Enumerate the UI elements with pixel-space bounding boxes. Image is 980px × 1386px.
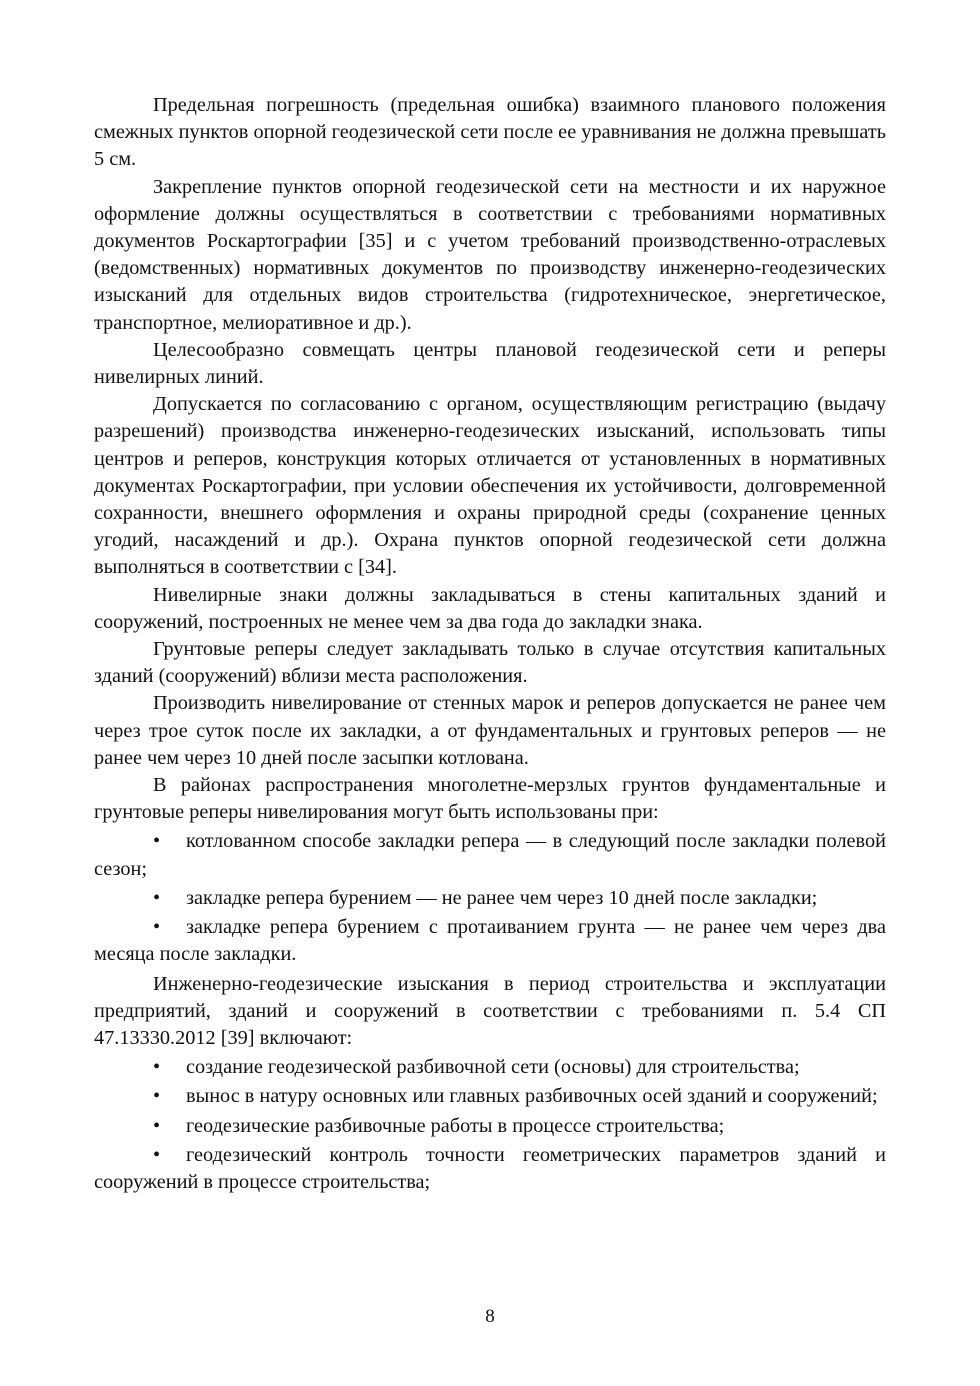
bullet-icon: • xyxy=(153,1085,161,1108)
paragraph-ground-benchmarks: Грунтовые реперы следует закладывать только в случае отсутствия капитальных зданий (сооружений) вблизи места расположения. xyxy=(94,638,886,688)
paragraph-permafrost: В районах распространения многолетне-мерзлых грунтов фундаментальные и грунтовые реперы нивелирования могут быть использованы при: xyxy=(94,774,886,824)
list-item-text: геодезический контроль точности геометрических параметров зданий и сооружений в процессе строительства; xyxy=(94,1143,886,1193)
bullet-icon: • xyxy=(153,1114,161,1137)
list-item-text: геодезические разбивочные работы в процессе строительства; xyxy=(186,1114,725,1137)
list-item-text: котлованном способе закладки репера — в следующий после закладки полевой сезон; xyxy=(94,830,886,880)
bullet-icon: • xyxy=(153,916,161,939)
paragraph-plan-error: Предельная погрешность (предельная ошибка) взаимного планового положения смежных пунктов опорной геодезической сети после ее уравнивания не должна превышать 5 см. xyxy=(94,94,886,171)
bullet-icon: • xyxy=(153,830,161,853)
list-item xyxy=(94,1142,886,1196)
list-item xyxy=(94,1083,886,1110)
paragraph-leveling-marks: Нивелирные знаки должны закладываться в стены капитальных зданий и сооружений, построенных не менее чем за два года до закладки знака. xyxy=(94,583,886,633)
list-item xyxy=(94,828,886,882)
list-item-text: закладке репера бурением — не ранее чем через 10 дней после закладки; xyxy=(186,886,818,909)
list-item-text: создание геодезической разбивочной сети (основы) для строительства; xyxy=(186,1056,800,1079)
paragraph-surveys-include: Инженерно-геодезические изыскания в период строительства и эксплуатации предприятий, зданий и сооружений в соответствии с требованиями п. 5.4 СП 47.13330.2012 [39] включают: xyxy=(94,972,886,1049)
paragraph-allowed-types: Допускается по согласованию с органом, осуществляющим регистрацию (выдачу разрешений) производства инженерно-геодезических изысканий, использовать типы центров и реперов, конструкция которых отличается от установленных в нормативных документах Роскартографии, при условии обеспечения их устойчивости, долговременной сохранности, внешнего оформления и охраны природной среды (сохранение ценных угодий, насаждений и др.). Охрана пунктов опорной геодезической сети должна выполняться в соответствии с [34]. xyxy=(94,393,886,579)
document-page xyxy=(94,92,886,1198)
bullet-icon: • xyxy=(153,886,161,909)
bullet-icon: • xyxy=(153,1143,161,1166)
list-item xyxy=(94,1113,886,1140)
page-number: 8 xyxy=(485,1306,495,1327)
paragraph-fixing-points: Закрепление пунктов опорной геодезической сети на местности и их наружное оформление должны осуществляться в соответствии с требованиями нормативных документов Роскартографии [35] и с учетом требований производственно-отраслевых (ведомственных) нормативных документов по производству инженерно-геодезических изысканий для отдельных видов строительства (гидротехническое, энергетическое, транспортное, мелиоративное и др.). xyxy=(94,175,886,334)
paragraph-combine-centers: Целесообразно совмещать центры плановой геодезической сети и реперы нивелирных линий. xyxy=(94,338,886,389)
list-item xyxy=(94,914,886,968)
list-item xyxy=(94,885,886,912)
list-item-text: закладке репера бурением с протаиванием грунта — не ранее чем через два месяца после закладки. xyxy=(94,916,886,966)
bullet-icon: • xyxy=(153,1056,161,1079)
list-item-text: вынос в натуру основных или главных разбивочных осей зданий и сооружений; xyxy=(186,1085,878,1108)
list-item xyxy=(94,1054,886,1081)
paragraph-leveling-timing: Производить нивелирование от стенных марок и реперов допускается не ранее чем через трое суток после их закладки, а от фундаментальных и грунтовых реперов — не ранее чем через 10 дней после засыпки котлована. xyxy=(94,692,886,769)
